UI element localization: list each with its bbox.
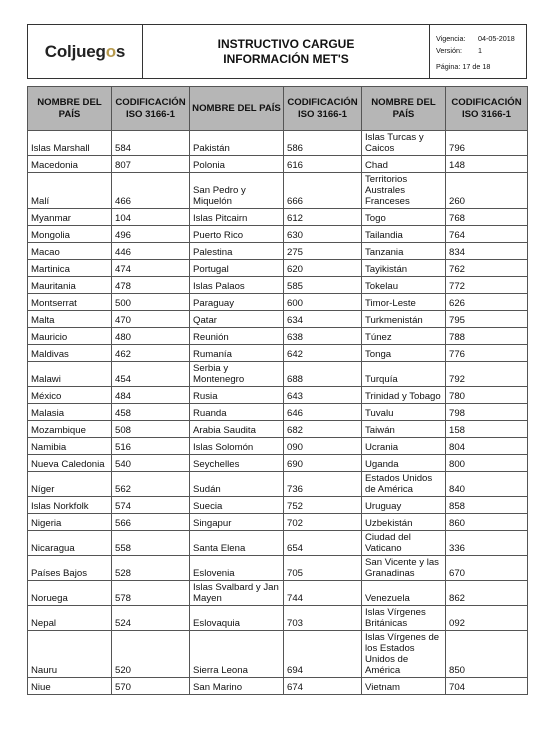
country-name-cell: Eslovaquia <box>190 606 284 631</box>
iso-code-cell: 796 <box>446 131 528 156</box>
country-name-cell: Santa Elena <box>190 531 284 556</box>
country-name-cell: Timor-Leste <box>362 294 446 311</box>
country-name-cell: Montserrat <box>28 294 112 311</box>
iso-code-cell: 454 <box>112 362 190 387</box>
title-line-1: INSTRUCTIVO CARGUE <box>217 36 355 51</box>
table-row <box>28 631 528 678</box>
iso-code-cell: 850 <box>446 631 528 678</box>
iso-code-cell: 466 <box>112 173 190 209</box>
vigencia-label: Vigencia: <box>436 34 466 43</box>
version-value: 1 <box>478 46 482 55</box>
country-name-cell: San Pedro y Miquelón <box>190 173 284 209</box>
iso-code-cell: 654 <box>284 531 362 556</box>
iso-code-cell: 762 <box>446 260 528 277</box>
country-name-cell: Puerto Rico <box>190 226 284 243</box>
iso-code-cell: 496 <box>112 226 190 243</box>
iso-code-cell: 500 <box>112 294 190 311</box>
header-iso-code: CODIFICACIÓN ISO 3166-1 <box>446 87 528 131</box>
iso-code-cell: 462 <box>112 345 190 362</box>
country-name-cell: Turkmenistán <box>362 311 446 328</box>
country-name-cell: Ucrania <box>362 438 446 455</box>
coljuegos-logo: Coljuegos <box>44 41 126 61</box>
iso-code-cell: 566 <box>112 514 190 531</box>
country-name-cell: Paraguay <box>190 294 284 311</box>
country-name-cell: Malasia <box>28 404 112 421</box>
country-name-cell: México <box>28 387 112 404</box>
iso-code-cell: 772 <box>446 277 528 294</box>
iso-code-cell: 764 <box>446 226 528 243</box>
country-name-cell: Mauricio <box>28 328 112 345</box>
country-name-cell: Polonia <box>190 156 284 173</box>
country-name-cell: Uzbekistán <box>362 514 446 531</box>
iso-code-cell: 642 <box>284 345 362 362</box>
country-name-cell: Maldivas <box>28 345 112 362</box>
iso-code-cell: 558 <box>112 531 190 556</box>
country-name-cell: Mongolia <box>28 226 112 243</box>
iso-code-cell: 516 <box>112 438 190 455</box>
country-name-cell: Togo <box>362 209 446 226</box>
iso-code-cell: 804 <box>446 438 528 455</box>
iso-code-cell: 736 <box>284 472 362 497</box>
iso-code-cell: 524 <box>112 606 190 631</box>
country-name-cell: Seychelles <box>190 455 284 472</box>
table-row <box>28 421 528 438</box>
iso-code-cell: 634 <box>284 311 362 328</box>
table-body <box>28 131 528 695</box>
table-row <box>28 209 528 226</box>
iso-code-cell: 800 <box>446 455 528 472</box>
table-row <box>28 531 528 556</box>
country-name-cell: Islas Vírgenes Británicas <box>362 606 446 631</box>
country-name-cell: Reunión <box>190 328 284 345</box>
header-iso-code: CODIFICACIÓN ISO 3166-1 <box>112 87 190 131</box>
iso-code-cell: 788 <box>446 328 528 345</box>
iso-code-cell: 470 <box>112 311 190 328</box>
iso-code-cell: 626 <box>446 294 528 311</box>
iso-code-cell: 792 <box>446 362 528 387</box>
country-name-cell: Tuvalu <box>362 404 446 421</box>
country-name-cell: Tayikistán <box>362 260 446 277</box>
iso-code-cell: 616 <box>284 156 362 173</box>
iso-code-cell: 670 <box>446 556 528 581</box>
document-title <box>143 25 430 78</box>
country-name-cell: San Vicente y las Granadinas <box>362 556 446 581</box>
iso-code-cell: 600 <box>284 294 362 311</box>
country-name-cell: Islas Pitcairn <box>190 209 284 226</box>
country-name-cell: Nueva Caledonia <box>28 455 112 472</box>
table-row <box>28 678 528 695</box>
table-row <box>28 514 528 531</box>
table-row <box>28 311 528 328</box>
iso-code-cell: 704 <box>446 678 528 695</box>
country-name-cell: Mozambique <box>28 421 112 438</box>
country-name-cell: Malta <box>28 311 112 328</box>
country-name-cell: Sierra Leona <box>190 631 284 678</box>
country-name-cell: Singapur <box>190 514 284 531</box>
iso-code-cell: 682 <box>284 421 362 438</box>
country-name-cell: Islas Norkfolk <box>28 497 112 514</box>
table-row <box>28 387 528 404</box>
iso-code-cell: 148 <box>446 156 528 173</box>
table-row <box>28 260 528 277</box>
iso-code-cell: 478 <box>112 277 190 294</box>
iso-code-cell: 104 <box>112 209 190 226</box>
country-name-cell: Macao <box>28 243 112 260</box>
page-number: Página: 17 de 18 <box>436 62 491 71</box>
iso-code-cell: 336 <box>446 531 528 556</box>
table-row <box>28 472 528 497</box>
table-row <box>28 497 528 514</box>
iso-code-cell: 674 <box>284 678 362 695</box>
country-name-cell: Trinidad y Tobago <box>362 387 446 404</box>
table-row <box>28 404 528 421</box>
iso-code-cell: 646 <box>284 404 362 421</box>
country-name-cell: Turquía <box>362 362 446 387</box>
country-name-cell: Tailandia <box>362 226 446 243</box>
country-name-cell: Macedonia <box>28 156 112 173</box>
iso-code-cell: 574 <box>112 497 190 514</box>
iso-code-cell: 690 <box>284 455 362 472</box>
iso-code-cell: 586 <box>284 131 362 156</box>
vigencia-value: 04-05-2018 <box>478 34 515 43</box>
iso-code-cell: 474 <box>112 260 190 277</box>
country-name-cell: Nigeria <box>28 514 112 531</box>
iso-code-cell: 585 <box>284 277 362 294</box>
country-name-cell: Nepal <box>28 606 112 631</box>
iso-code-cell: 643 <box>284 387 362 404</box>
iso-code-cell: 862 <box>446 581 528 606</box>
country-name-cell: Nicaragua <box>28 531 112 556</box>
title-line-2: INFORMACIÓN MET'S <box>223 51 349 66</box>
country-name-cell: Nauru <box>28 631 112 678</box>
table-row <box>28 328 528 345</box>
iso-code-cell: 795 <box>446 311 528 328</box>
country-name-cell: Tonga <box>362 345 446 362</box>
table-row <box>28 294 528 311</box>
iso-code-cell: 508 <box>112 421 190 438</box>
country-name-cell: Ruanda <box>190 404 284 421</box>
iso-code-cell: 578 <box>112 581 190 606</box>
country-name-cell: Myanmar <box>28 209 112 226</box>
country-name-cell: Arabia Saudita <box>190 421 284 438</box>
table-row <box>28 345 528 362</box>
country-name-cell: Ciudad del Vaticano <box>362 531 446 556</box>
country-name-cell: Vietnam <box>362 678 446 695</box>
country-name-cell: Noruega <box>28 581 112 606</box>
country-name-cell: Suecia <box>190 497 284 514</box>
table-row <box>28 556 528 581</box>
iso-code-cell: 484 <box>112 387 190 404</box>
country-name-cell: Martinica <box>28 260 112 277</box>
iso-code-cell: 744 <box>284 581 362 606</box>
iso-code-cell: 752 <box>284 497 362 514</box>
iso-code-cell: 798 <box>446 404 528 421</box>
iso-code-cell: 703 <box>284 606 362 631</box>
country-name-cell: Portugal <box>190 260 284 277</box>
country-name-cell: Níger <box>28 472 112 497</box>
iso-code-cell: 090 <box>284 438 362 455</box>
table-row <box>28 243 528 260</box>
country-name-cell: Túnez <box>362 328 446 345</box>
iso-code-cell: 840 <box>446 472 528 497</box>
iso-code-cell: 540 <box>112 455 190 472</box>
country-name-cell: Islas Palaos <box>190 277 284 294</box>
iso-code-cell: 158 <box>446 421 528 438</box>
country-name-cell: Islas Vírgenes de los Estados Unidos de América <box>362 631 446 678</box>
country-name-cell: Malí <box>28 173 112 209</box>
iso-code-cell: 612 <box>284 209 362 226</box>
country-name-cell: Pakistán <box>190 131 284 156</box>
iso-code-cell: 620 <box>284 260 362 277</box>
iso-code-cell: 630 <box>284 226 362 243</box>
iso-code-cell: 584 <box>112 131 190 156</box>
table-row <box>28 606 528 631</box>
country-name-cell: Taiwán <box>362 421 446 438</box>
iso-code-cell: 528 <box>112 556 190 581</box>
country-name-cell: Palestina <box>190 243 284 260</box>
iso-code-cell: 860 <box>446 514 528 531</box>
table-row <box>28 581 528 606</box>
country-name-cell: Tokelau <box>362 277 446 294</box>
country-name-cell: Islas Solomón <box>190 438 284 455</box>
country-name-cell: Malawi <box>28 362 112 387</box>
country-name-cell: San Marino <box>190 678 284 695</box>
iso-code-cell: 260 <box>446 173 528 209</box>
country-name-cell: Islas Svalbard y Jan Mayen <box>190 581 284 606</box>
country-name-cell: Rumanía <box>190 345 284 362</box>
iso-code-cell: 562 <box>112 472 190 497</box>
iso-code-cell: 807 <box>112 156 190 173</box>
country-name-cell: Eslovenia <box>190 556 284 581</box>
country-name-cell: Tanzania <box>362 243 446 260</box>
table-row <box>28 156 528 173</box>
iso-code-cell: 705 <box>284 556 362 581</box>
iso-code-cell: 638 <box>284 328 362 345</box>
country-name-cell: Mauritania <box>28 277 112 294</box>
table-header-row <box>28 87 528 131</box>
table-row <box>28 131 528 156</box>
iso-code-cell: 666 <box>284 173 362 209</box>
country-name-cell: Chad <box>362 156 446 173</box>
country-name-cell: Niue <box>28 678 112 695</box>
document-meta <box>430 25 526 78</box>
iso-code-cell: 275 <box>284 243 362 260</box>
country-name-cell: Islas Marshall <box>28 131 112 156</box>
iso-code-cell: 688 <box>284 362 362 387</box>
table-row <box>28 438 528 455</box>
iso-code-cell: 480 <box>112 328 190 345</box>
country-name-cell: Rusia <box>190 387 284 404</box>
table-row <box>28 455 528 472</box>
header-iso-code: CODIFICACIÓN ISO 3166-1 <box>284 87 362 131</box>
table-row <box>28 226 528 243</box>
iso-code-cell: 694 <box>284 631 362 678</box>
version-label: Versión: <box>436 46 462 55</box>
country-name-cell: Países Bajos <box>28 556 112 581</box>
header-country-name: NOMBRE DEL PAÍS <box>190 87 284 131</box>
country-name-cell: Namibia <box>28 438 112 455</box>
iso-code-cell: 702 <box>284 514 362 531</box>
country-name-cell: Territorios Australes Franceses <box>362 173 446 209</box>
header-country-name: NOMBRE DEL PAÍS <box>28 87 112 131</box>
iso-code-cell: 458 <box>112 404 190 421</box>
iso-code-cell: 780 <box>446 387 528 404</box>
country-code-table <box>27 86 528 695</box>
country-name-cell: Venezuela <box>362 581 446 606</box>
country-name-cell: Uganda <box>362 455 446 472</box>
country-name-cell: Serbia y Montenegro <box>190 362 284 387</box>
iso-code-cell: 520 <box>112 631 190 678</box>
table-row <box>28 277 528 294</box>
iso-code-cell: 858 <box>446 497 528 514</box>
logo-cell <box>28 25 143 78</box>
iso-code-cell: 768 <box>446 209 528 226</box>
country-name-cell: Sudán <box>190 472 284 497</box>
country-name-cell: Estados Unidos de América <box>362 472 446 497</box>
iso-code-cell: 570 <box>112 678 190 695</box>
country-name-cell: Uruguay <box>362 497 446 514</box>
document-header <box>27 24 527 79</box>
country-name-cell: Qatar <box>190 311 284 328</box>
iso-code-cell: 446 <box>112 243 190 260</box>
table-row <box>28 362 528 387</box>
iso-code-cell: 834 <box>446 243 528 260</box>
table-row <box>28 173 528 209</box>
header-country-name: NOMBRE DEL PAÍS <box>362 87 446 131</box>
iso-code-cell: 092 <box>446 606 528 631</box>
country-name-cell: Islas Turcas y Caicos <box>362 131 446 156</box>
iso-code-cell: 776 <box>446 345 528 362</box>
